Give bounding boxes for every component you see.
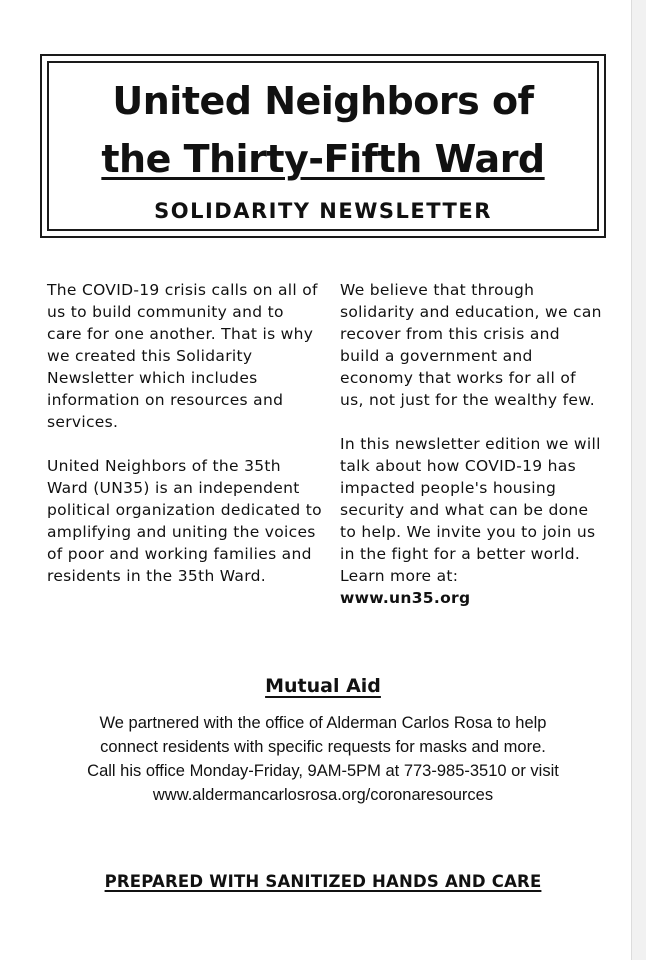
mutual-aid-line-3: Call his office Monday-Friday, 9AM-5PM at 773-985-3510 or visit: [87, 762, 559, 780]
newsletter-title-line-1: United Neighbors of: [112, 79, 534, 123]
alderman-website-link[interactable]: www.aldermancarlosrosa.org/coronaresources: [152, 786, 494, 804]
mutual-aid-line-2: connect residents with specific requests for masks and more.: [100, 738, 546, 756]
mutual-aid-body: [30, 711, 616, 807]
newsletter-subtitle: SOLIDARITY NEWSLETTER: [154, 199, 492, 223]
intro-paragraph: The COVID-19 crisis calls on all of us to build community and to care for one another. That is why we created this Solidarity Newsletter which includes information on resources and services.: [47, 281, 318, 431]
edition-paragraph-text: In this newsletter edition we will talk about how COVID-19 has impacted people's housing security and what can be done to help. We invite you to join us in the fight for a better world. Learn more at:: [340, 435, 601, 585]
mutual-aid-line-1: We partnered with the office of Alderman Carlos Rosa to help: [99, 714, 547, 732]
un35-website-link[interactable]: www.un35.org: [340, 589, 471, 607]
left-column: [47, 279, 323, 609]
edition-paragraph: [340, 433, 602, 609]
about-un35-paragraph: United Neighbors of the 35th Ward (UN35) is an independent political organization dedicated to amplifying and uniting the voices of poor and working families and residents in the 35th Ward.: [47, 457, 322, 585]
footer-tagline-text: PREPARED WITH SANITIZED HANDS AND CARE: [104, 872, 542, 891]
footer-tagline: [0, 870, 646, 894]
mutual-aid-heading-text: Mutual Aid: [265, 675, 381, 697]
belief-paragraph: We believe that through solidarity and education, we can recover from this crisis and build a government and economy that works for all of us, not just for the wealthy few.: [340, 281, 602, 409]
right-column: [340, 279, 602, 609]
mutual-aid-heading: [0, 673, 646, 699]
newsletter-title-line-2: [0, 136, 646, 182]
newsletter-title-line-2-text: the Thirty-Fifth Ward: [101, 137, 545, 181]
